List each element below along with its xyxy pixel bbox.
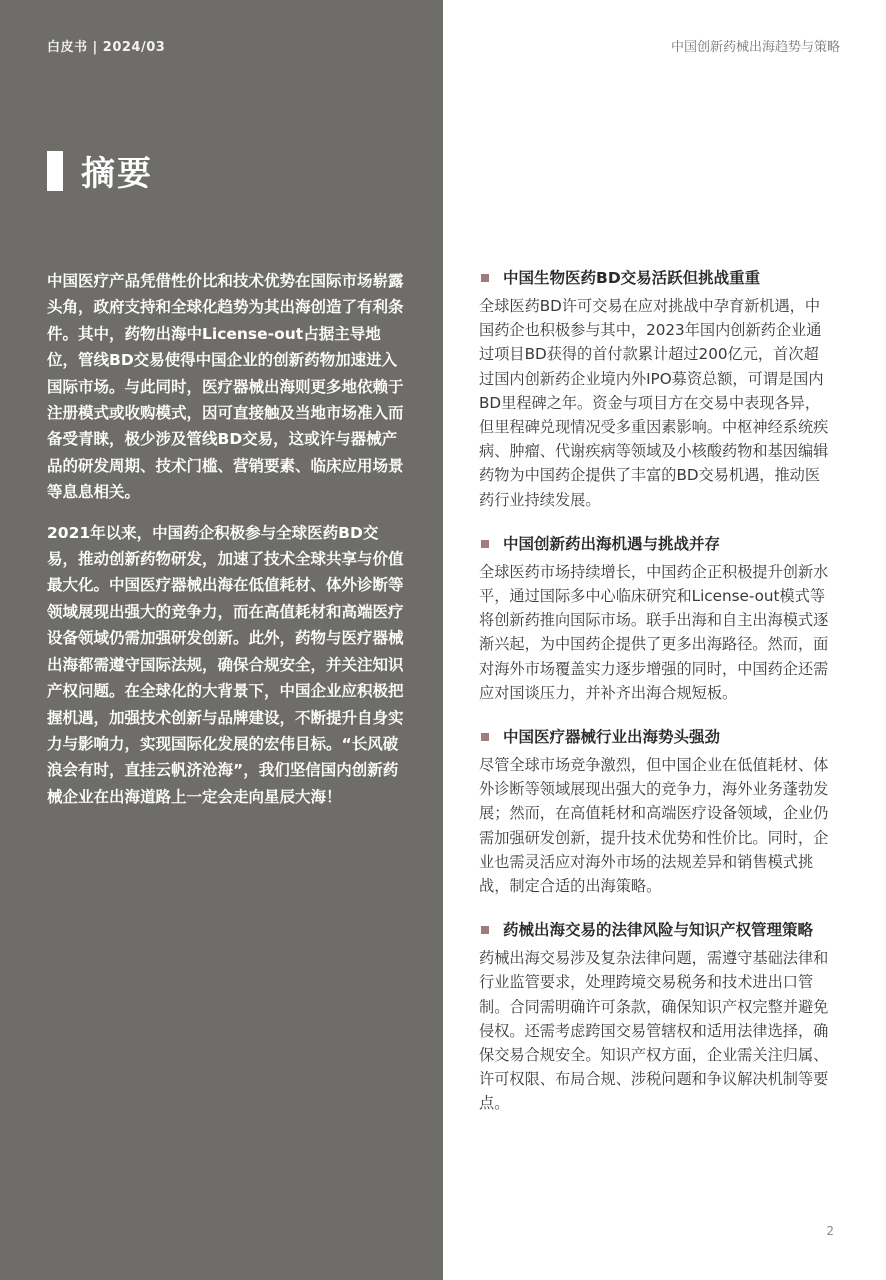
title-accent-bar xyxy=(47,151,63,191)
header-doc-type-date: 白皮书 | 2024/03 xyxy=(47,40,166,55)
section-innovative-drugs xyxy=(479,532,833,705)
abstract-body xyxy=(47,268,409,824)
abstract-paragraph-2: 2021年以来，中国药企积极参与全球医药BD交易，推动创新药物研发，加速了技术全球共享与价值最大化。中国医疗器械出海在低值耗材、体外诊断等领域展现出强大的竞争力，而在高值耗材和高端医疗设备领域仍需加强研发创新。此外，药物与医疗器械出海都需遵守国际法规，确保合规安全，并关注知识产权问题。在全球化的大背景下，中国企业应积极把握机遇，加强技术创新与品牌建设，不断提升自身实力与影响力，实现国际化发展的宏伟目标。“长风破浪会有时，直挂云帆济沧海”，我们坚信国内创新药械企业在出海道路上一定会走向星辰大海！ xyxy=(47,523,404,806)
highlight-sections xyxy=(479,266,833,1136)
square-bullet-icon xyxy=(481,540,489,548)
section-bd-transactions xyxy=(479,266,833,512)
section-text: 尽管全球市场竞争激烈，但中国企业在低值耗材、体外诊断等领域展现出强大的竞争力，海外业务蓬勃发展；然而，在高值耗材和高端医疗设备领域，企业仍需加强研发创新，提升技术优势和性价比。同时，企业也需灵活应对海外市场的法规差异和销售模式挑战，制定合适的出海策略。 xyxy=(479,756,829,896)
square-bullet-icon xyxy=(481,274,489,282)
section-heading: 中国生物医药BD交易活跃但挑战重重 xyxy=(503,269,761,287)
section-legal-ip xyxy=(479,918,833,1115)
abstract-title: 摘要 xyxy=(81,154,153,194)
square-bullet-icon xyxy=(481,733,489,741)
square-bullet-icon xyxy=(481,926,489,934)
section-medical-devices xyxy=(479,725,833,898)
abstract-paragraph-1: 中国医疗产品凭借性价比和技术优势在国际市场崭露头角，政府支持和全球化趋势为其出海创造了有利条件。其中，药物出海中License-out占据主导地位，管线BD交易使得中国企业的创新药物加速进入国际市场。与此同时，医疗器械出海则更多地依赖于注册模式或收购模式，因可直接触及当地市场准入而备受青睐，极少涉及管线BD交易，这或许与器械产品的研发周期、技术门槛、营销要素、临床应用场景等息息相关。 xyxy=(47,272,404,502)
section-heading: 中国医疗器械行业出海势头强劲 xyxy=(503,728,721,747)
section-heading: 中国创新药出海机遇与挑战并存 xyxy=(503,534,721,553)
section-text: 全球医药BD许可交易在应对挑战中孕育新机遇，中国药企也积极参与其中，2023年国内创新药企业通过项目BD获得的首付款累计超过200亿元，首次超过国内创新药企业境内外IPO募资总额，可谓是国内BD里程碑之年。资金与项目方在交易中表现各异，但里程碑兑现情况受多重因素影响。中枢神经系统疾病、肿瘤、代谢疾病等领域及小核酸药物和基因编辑药物为中国药企提供了丰富的BD交易机遇，推动医药行业持续发展。 xyxy=(479,297,829,509)
section-text: 全球医药市场持续增长，中国药企正积极提升创新水平，通过国际多中心临床研究和License-out模式等将创新药推向国际市场。联手出海和自主出海模式逐渐兴起，为中国药企提供了更多出海路径。然而，面对海外市场覆盖实力逐步增强的同时，中国药企还需应对国谈压力，并补齐出海合规短板。 xyxy=(479,562,829,702)
header-doc-title: 中国创新药械出海趋势与策略 xyxy=(670,40,840,55)
section-text: 药械出海交易涉及复杂法律问题，需遵守基础法律和行业监管要求，处理跨境交易税务和技术进出口管制。合同需明确许可条款，确保知识产权完整并避免侵权。还需考虑跨国交易管辖权和适用法律选择，确保交易合规安全。知识产权方面，企业需关注归属、许可权限、布局合规、涉税问题和争议解决机制等要点。 xyxy=(479,949,829,1113)
section-heading: 药械出海交易的法律风险与知识产权管理策略 xyxy=(503,921,814,940)
page-number: 2 xyxy=(826,1224,834,1238)
abstract-title-block xyxy=(47,146,153,195)
